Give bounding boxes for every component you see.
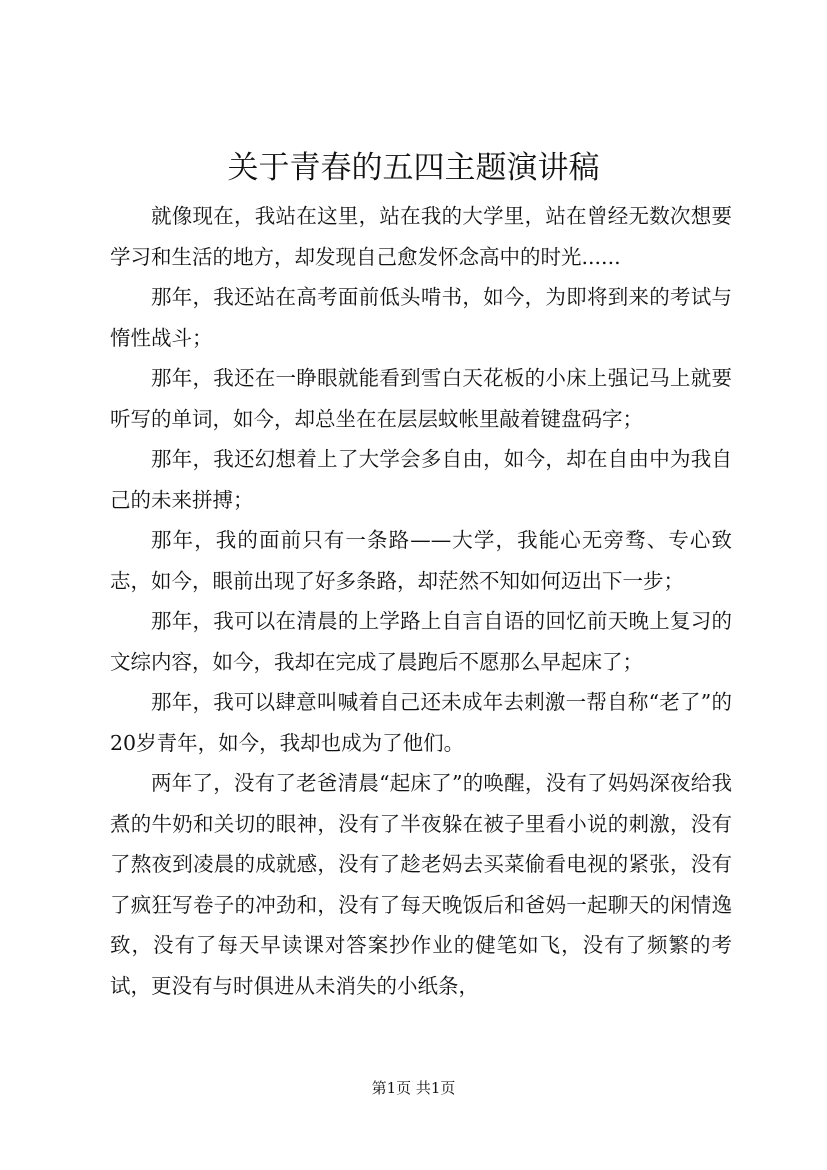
paragraph: 那年，我可以肆意叫喊着自己还未成年去刺激一帮自称“老了”的20岁青年，如今，我却也成为了他们。 [110, 690, 732, 755]
paragraph: 那年，我还站在高考面前低头啃书，如今，为即将到来的考试与惰性战斗； [110, 285, 732, 350]
paragraph: 就像现在，我站在这里，站在我的大学里，站在曾经无数次想要学习和生活的地方，却发现自己愈发怀念高中的时光...... [110, 204, 732, 269]
document-body [110, 196, 732, 1006]
paragraph: 那年，我还在一睁眼就能看到雪白天花板的小床上强记马上就要听写的单词，如今，却总坐在在层层蚊帐里敲着键盘码字； [110, 366, 732, 431]
paragraph: 那年，我的面前只有一条路——大学，我能心无旁骛、专心致志，如今，眼前出现了好多条路，却茫然不知如何迈出下一步； [110, 528, 732, 593]
paragraph: 那年，我还幻想着上了大学会多自由，如今，却在自由中为我自己的未来拼搏； [110, 447, 732, 512]
page-number-footer: 第1页 共1页 [371, 1079, 456, 1097]
paragraph: 两年了，没有了老爸清晨“起床了”的唤醒，没有了妈妈深夜给我煮的牛奶和关切的眼神，没有了半夜躲在被子里看小说的刺激，没有了熬夜到凌晨的成就感，没有了趁老妈去买菜偷看电视的紧张，没有了疯狂写卷子的冲劲和，没有了每天晚饭后和爸妈一起聊天的闲情逸致，没有了每天早读课对答案抄作业的健笔如飞，没有了频繁的考试，更没有与时俱进从未消失的小纸条， [110, 771, 732, 998]
paragraph: 那年，我可以在清晨的上学路上自言自语的回忆前天晚上复习的文综内容，如今，我却在完成了晨跑后不愿那么早起床了； [110, 609, 732, 674]
document-title: 关于青春的五四主题演讲稿 [227, 150, 600, 186]
